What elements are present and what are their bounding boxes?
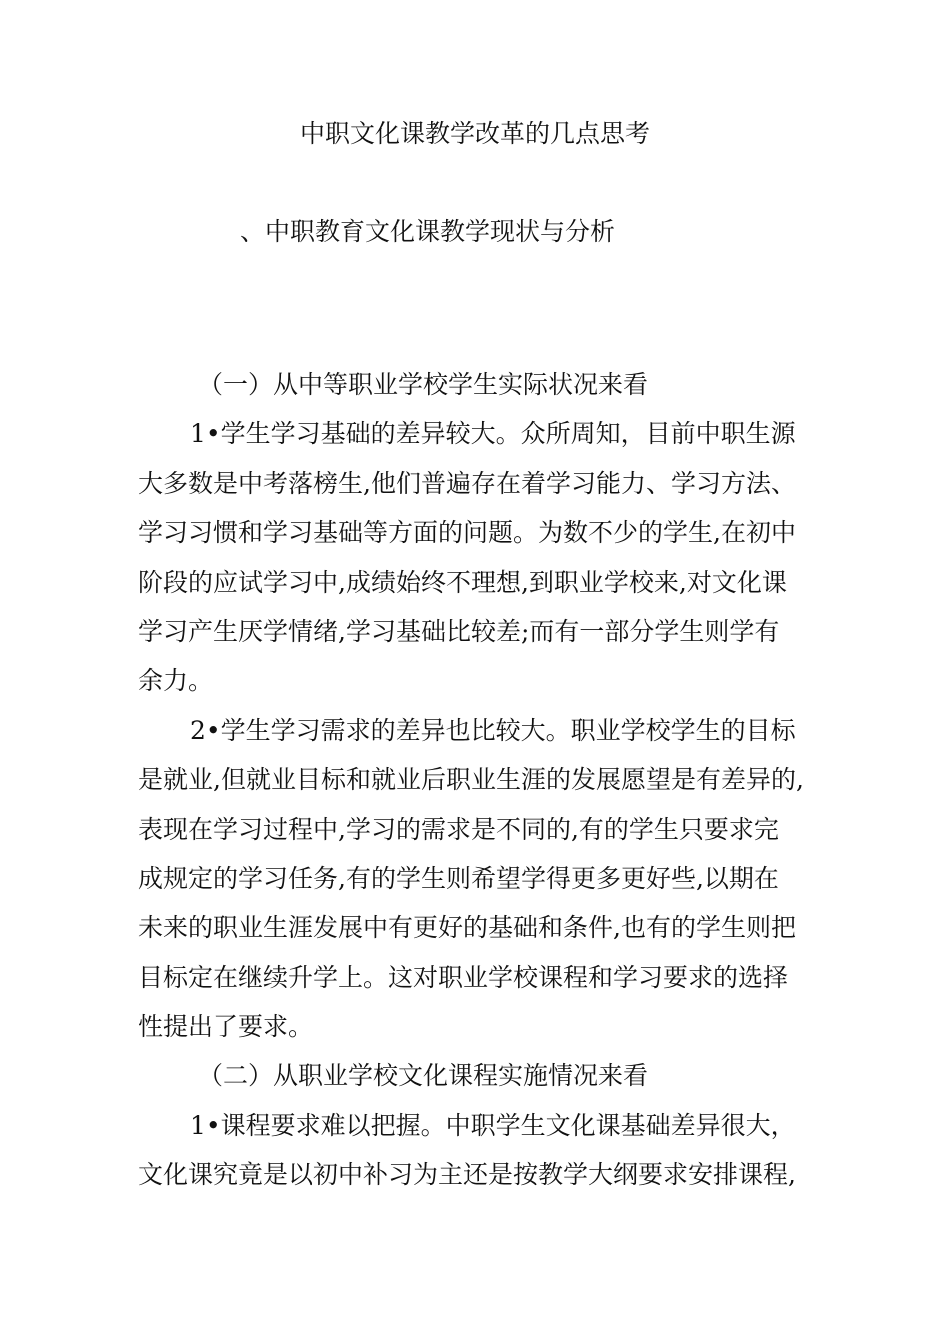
text-line: 1•学生学习基础的差异较大。众所周知，目前中职生源 (190, 419, 796, 449)
text-line: （一）从中等职业学校学生实际状况来看 (198, 370, 649, 399)
body-text (138, 360, 828, 1200)
text-line: 大多数是中考落榜生,他们普遍存在着学习能力、学习方法、 (138, 468, 796, 498)
text-line: 目标定在继续升学上。这对职业学校课程和学习要求的选择 (138, 962, 789, 992)
text-line: 成规定的学习任务,有的学生则希望学得更多更好些,以期在 (138, 863, 779, 893)
text-line: 未来的职业生涯发展中有更好的基础和条件,也有的学生则把 (138, 913, 796, 943)
text-line: 1•课程要求难以把握。中职学生文化课基础差异很大， (190, 1110, 796, 1140)
text-line: 表现在学习过程中,学习的需求是不同的,有的学生只要求完 (138, 814, 779, 844)
text-line: 余力。 (138, 666, 214, 696)
text-line: 阶段的应试学习中,成绩始终不理想,到职业学校来,对文化课 (138, 567, 787, 597)
text-line: 学习习惯和学习基础等方面的问题。为数不少的学生,在初中 (138, 518, 796, 548)
text-line: 是就业,但就业目标和就业后职业生涯的发展愿望是有差异的, (138, 765, 804, 795)
section-heading: 、中职教育文化课教学现状与分析 (240, 217, 616, 246)
text-line: 文化课究竟是以初中补习为主还是按教学大纲要求安排课程, (138, 1160, 796, 1190)
text-line: 学习产生厌学情绪,学习基础比较差;而有一部分学生则学有 (138, 616, 780, 646)
document-title: 中职文化课教学改革的几点思考 (299, 119, 650, 148)
text-line: （二）从职业学校文化课程实施情况来看 (198, 1061, 649, 1091)
text-line: 性提出了要求。 (138, 1012, 314, 1042)
text-line: 2•学生学习需求的差异也比较大。职业学校学生的目标 (190, 715, 796, 745)
